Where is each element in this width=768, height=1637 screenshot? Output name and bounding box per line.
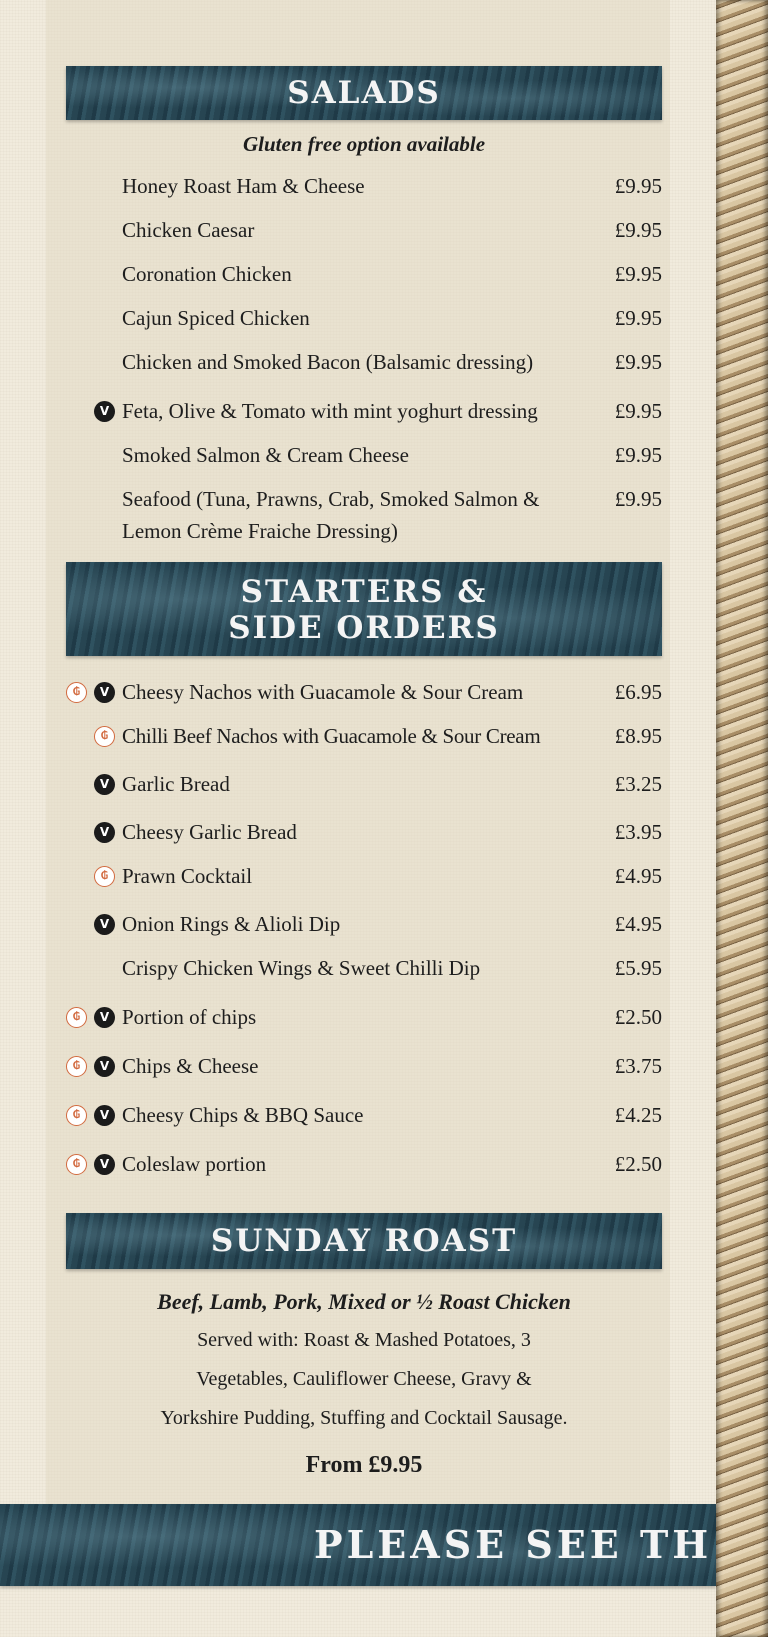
gluten-free-icon: ₲ xyxy=(94,866,115,887)
menu-item xyxy=(99,816,662,848)
gluten-free-icon: ₲ xyxy=(66,1056,87,1077)
menu-item xyxy=(122,302,662,334)
menu-item xyxy=(122,483,662,547)
item-price: £9.95 xyxy=(614,262,662,286)
vegetarian-icon: V xyxy=(94,1154,115,1175)
item-name: Feta, Olive & Tomato with mint yoghurt dressing xyxy=(122,399,538,423)
menu-item xyxy=(122,170,662,202)
item-price: £9.95 xyxy=(614,174,662,198)
sunday-roast-line: Served with: Roast & Mashed Potatoes, 3 xyxy=(197,1329,531,1351)
starters-heading-line2: SIDE ORDERS xyxy=(228,610,500,646)
starters-heading xyxy=(66,562,662,656)
starters-heading-line1: STARTERS & xyxy=(240,574,488,610)
gluten-free-icon: ₲ xyxy=(94,726,115,747)
item-price: £8.95 xyxy=(614,724,662,748)
salads-subtitle: Gluten free option available xyxy=(242,132,486,156)
item-price: £5.95 xyxy=(614,956,662,980)
item-price: £3.95 xyxy=(614,820,662,844)
item-price: £4.25 xyxy=(614,1103,662,1127)
item-name: Cajun Spiced Chicken xyxy=(122,306,310,330)
vegetarian-icon: V xyxy=(94,914,115,935)
sunday-roast-heading: SUNDAY ROAST xyxy=(66,1213,662,1269)
item-name: Garlic Bread xyxy=(122,772,230,796)
item-price: £3.75 xyxy=(614,1054,662,1078)
vegetarian-icon: V xyxy=(94,1105,115,1126)
item-name: Chicken Caesar xyxy=(122,218,255,242)
vegetarian-icon: V xyxy=(94,822,115,843)
menu-item xyxy=(122,214,662,246)
rope-border xyxy=(716,0,768,1637)
item-price: £2.50 xyxy=(614,1152,662,1176)
item-price: £9.95 xyxy=(614,218,662,242)
item-name: Smoked Salmon & Cream Cheese xyxy=(122,443,409,467)
item-price: £9.95 xyxy=(614,350,662,374)
vegetarian-icon: V xyxy=(94,682,115,703)
item-name: Chips & Cheese xyxy=(122,1054,259,1078)
item-name: Crispy Chicken Wings & Sweet Chilli Dip xyxy=(122,956,481,980)
item-name: Portion of chips xyxy=(122,1005,257,1029)
salads-heading: SALADS xyxy=(66,66,662,120)
item-name: Cheesy Chips & BBQ Sauce xyxy=(122,1103,364,1127)
menu-item xyxy=(122,952,662,984)
gluten-free-icon: ₲ xyxy=(66,1007,87,1028)
item-price: £3.25 xyxy=(614,772,662,796)
menu-item xyxy=(100,860,662,892)
sunday-roast-line: Vegetables, Cauliflower Cheese, Gravy & xyxy=(196,1368,532,1390)
gluten-free-icon: ₲ xyxy=(66,1105,87,1126)
sunday-roast-description xyxy=(66,1282,662,1485)
item-price: £6.95 xyxy=(614,680,662,704)
item-price: £9.95 xyxy=(614,399,662,423)
menu-item xyxy=(122,346,662,378)
vegetarian-icon: V xyxy=(94,1007,115,1028)
menu-item xyxy=(72,1001,662,1033)
item-price: £2.50 xyxy=(614,1005,662,1029)
menu-item xyxy=(100,720,662,752)
item-price: £9.95 xyxy=(614,306,662,330)
item-name: Honey Roast Ham & Cheese xyxy=(122,174,365,198)
sunday-roast-price: From £9.95 xyxy=(305,1452,423,1478)
vegetarian-icon: V xyxy=(94,1056,115,1077)
menu-item xyxy=(122,258,662,290)
menu-item xyxy=(99,768,662,800)
footer-banner: PLEASE SEE TH xyxy=(0,1504,716,1586)
item-price: £4.95 xyxy=(614,912,662,936)
item-name: Coronation Chicken xyxy=(122,262,292,286)
item-name: Cheesy Nachos with Guacamole & Sour Cream xyxy=(122,680,524,704)
menu-item xyxy=(99,908,662,940)
sunday-roast-line: Yorkshire Pudding, Stuffing and Cocktail Sausage. xyxy=(160,1407,568,1429)
menu-item xyxy=(72,1099,662,1131)
item-name: Chicken and Smoked Bacon (Balsamic dressing) xyxy=(122,350,534,374)
item-name: Chilli Beef Nachos with Guacamole & Sour Cream xyxy=(122,724,541,748)
menu-item xyxy=(72,676,662,708)
menu-item xyxy=(122,439,662,471)
item-name: Cheesy Garlic Bread xyxy=(122,820,297,844)
vegetarian-icon: V xyxy=(94,401,115,422)
vegetarian-icon: V xyxy=(94,774,115,795)
item-name: Onion Rings & Alioli Dip xyxy=(122,912,341,936)
item-price: £9.95 xyxy=(614,443,662,467)
item-name: Seafood (Tuna, Prawns, Crab, Smoked Salmon & Lemon Crème Fraiche Dressing) xyxy=(122,487,540,543)
item-name: Coleslaw portion xyxy=(122,1152,267,1176)
item-name: Prawn Cocktail xyxy=(122,864,253,888)
item-price: £9.95 xyxy=(614,487,662,511)
gluten-free-icon: ₲ xyxy=(66,1154,87,1175)
menu-item xyxy=(72,1050,662,1082)
menu-item xyxy=(72,1148,662,1180)
gluten-free-icon: ₲ xyxy=(66,682,87,703)
item-price: £4.95 xyxy=(614,864,662,888)
sunday-roast-title: Beef, Lamb, Pork, Mixed or ½ Roast Chicken xyxy=(157,1289,571,1314)
menu-item xyxy=(99,395,662,427)
